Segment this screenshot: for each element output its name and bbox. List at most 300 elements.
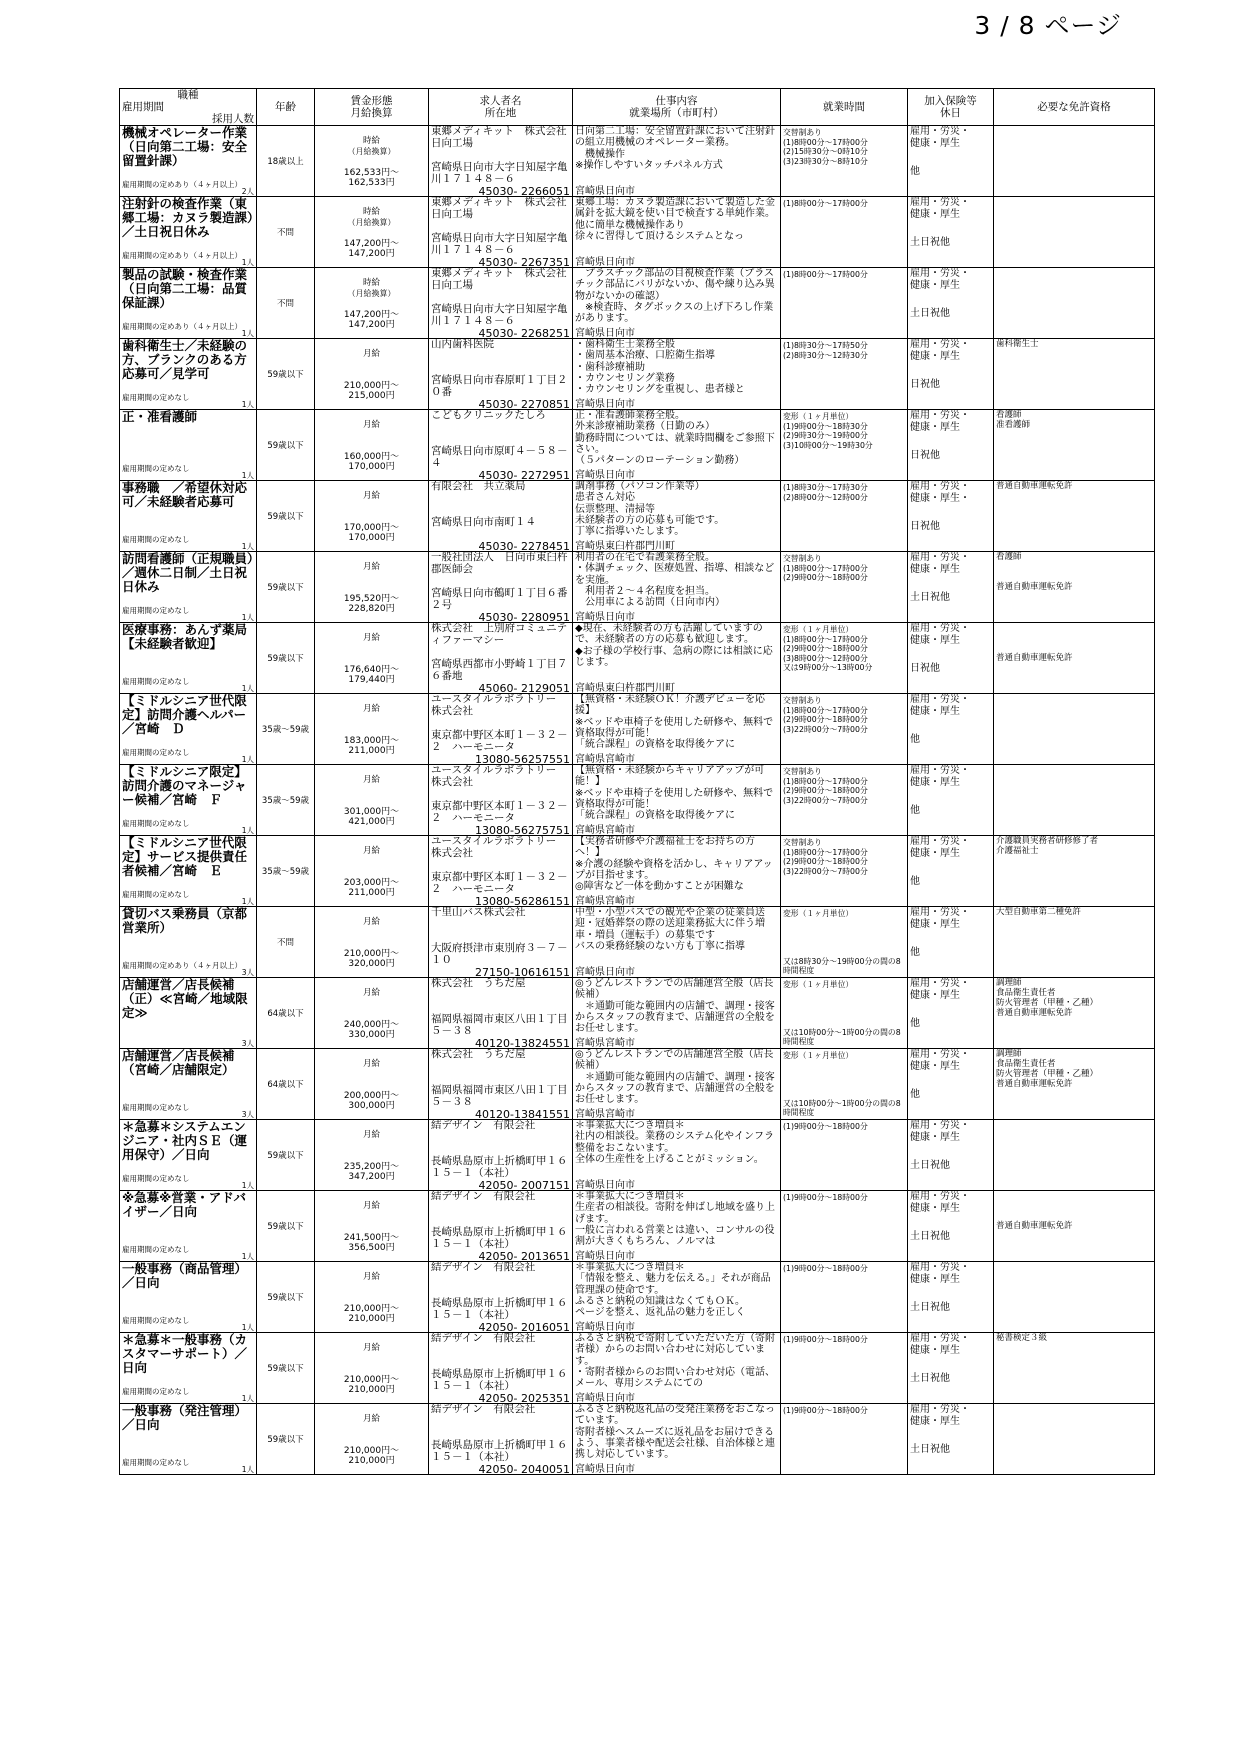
work-location: 宮崎県日向市 [575,257,635,268]
required-license [994,1049,1155,1120]
wage-max: 147,200円 [348,320,395,330]
hiring-count: 1人 [241,1252,254,1261]
wage-cell [315,1049,429,1120]
license-text: 普通自動車運転免許 [996,481,1073,491]
wage-max: 147,200円 [348,249,395,259]
required-license [994,907,1155,978]
employer-address: 宮崎県日向市南町１４ [431,516,536,528]
job-title: 歯科衛生士／未経験の方、ブランクのある方応募可／見学可 [122,338,248,381]
job-cell [120,1191,257,1262]
wage-max: 356,500円 [348,1243,395,1253]
job-number: 45030- 2267351 [478,256,570,269]
work-location: 宮崎県宮崎市 [575,1109,635,1120]
required-license [994,339,1155,410]
employer-cell [429,410,573,481]
content-cell [573,1404,781,1475]
employer-cell [429,1404,573,1475]
job-number: 45030- 2272951 [478,469,570,482]
required-license [994,978,1155,1049]
required-license [994,1262,1155,1333]
table-header-row [120,89,1155,126]
job-description: 日向第二工場：安全留置針課において注射針の組立用機械のオペレーター業務。 機械操作 ※操作しやすいタッチパネル方式 [575,126,775,171]
holidays: 他 [910,166,920,177]
job-description: ふるさと納税返礼品の受発注業務をおこなっています。 寄附者様へスムーズに返礼品をお届けできるよう、事業者様や配送会社様、自治体様と連携し対応しています。 [575,1404,775,1461]
insurance-cell [908,410,994,481]
table-row [120,623,1155,694]
employer-cell [429,978,573,1049]
job-listing-table [119,88,1155,1475]
wage-min: 183,000円～ [343,736,400,746]
required-license [994,197,1155,268]
table-row [120,1333,1155,1404]
hiring-count: 1人 [241,1394,254,1403]
employer-address: 福岡県福岡市東区八田１丁目５－３８ [431,1084,568,1108]
work-location: 宮崎県日向市 [575,967,635,978]
employer-address: 大阪府摂津市東別府３－７－１０ [431,942,568,966]
holidays: 土日祝他 [910,1373,950,1384]
content-cell [573,1191,781,1262]
age-requirement: 不問 [257,268,315,339]
age-requirement: 35歳～59歳 [257,836,315,907]
job-title: 注射針の検査作業（東郷工場：カヌラ製造課）／土日祝日休み [122,196,254,239]
wage-min: 210,000円～ [343,1446,400,1456]
wage-type: 月給 [362,1272,380,1282]
employer-name: 東郷メディキット 株式会社 日向工場 [431,267,577,291]
working-hours: (1)9時00分～18時00分 [781,1191,908,1262]
insurance: 雇用・労災・ 健康・厚生 [910,1191,970,1214]
wage-type: 月給 [362,1059,380,1069]
header-wage: 賃金形態 月給換算 [315,89,429,126]
wage-cell [315,623,429,694]
job-description: ＊事業拡大につき増員＊ 社内の相談役。業務のシステム化やインフラ整備をおこないます。 全体の生産性を上げることがミッション。 [575,1120,774,1165]
required-license [994,1333,1155,1404]
job-number: 45030- 2280951 [478,611,570,624]
age-requirement: 59歳以下 [257,1191,315,1262]
job-title: ＊急募＊一般事務（カスタマーサポート）／日向 [122,1332,248,1375]
work-location: 宮崎県日向市 [575,612,635,623]
employment-period: 雇用期間の定めあり（４ヶ月以上） [122,251,242,260]
content-cell [573,552,781,623]
table-row [120,694,1155,765]
required-license [994,1191,1155,1262]
wage-cell [315,765,429,836]
insurance-cell [908,1191,994,1262]
job-description: プラスチック部品の目視検査作業（プラスチック部品にバリがないか、傷や練り込み異物がないかの確認） ※検査時、タグボックスの上げ下ろし作業があります。 [575,268,775,325]
holidays: 他 [910,1018,920,1029]
job-cell [120,765,257,836]
job-title: 製品の試験・検査作業（日向第二工場：品質保証課） [122,267,248,310]
table-row [120,765,1155,836]
working-hours: 変形（１ヶ月単位） (1)9時00分～18時30分 (2)9時30分～19時00分 (3)10時00分～19時30分 [781,410,908,481]
required-license [994,410,1155,481]
wage-type: 月給 [362,1201,380,1211]
table-row [120,268,1155,339]
insurance: 雇用・労災・ 健康・厚生 [910,339,970,362]
employment-period: 雇用期間の定めなし [122,890,190,899]
insurance: 雇用・労災・ 健康・厚生 [910,765,970,788]
employer-name: 山内歯科医院 [431,338,494,350]
insurance: 雇用・労災・ 健康・厚生 [910,1333,970,1356]
table-row [120,197,1155,268]
working-hours: 変形（１ヶ月単位） (1)8時00分～17時00分 (2)9時00分～18時00分 (3)8時00分～12時00分 又は9時00分～13時00分 [781,623,908,694]
job-title: ＊急募＊システムエンジニア・社内ＳＥ（運用保守）／日向 [122,1119,248,1162]
employer-name: ユースタイルラボラトリー 株式会社 [431,835,567,859]
holidays: 土日祝他 [910,1302,950,1313]
job-number: 42050- 2025351 [478,1392,570,1405]
wage-max: 179,440円 [348,675,395,685]
job-title: 一般事務（発注管理）／日向 [122,1403,248,1432]
required-license [994,694,1155,765]
employer-cell [429,481,573,552]
wage-type: 月給 [362,420,380,430]
employer-address: 福岡県福岡市東区八田１丁目５－３８ [431,1013,568,1037]
holidays: 土日祝他 [910,1160,950,1171]
job-description: ＊事業拡大につき増員＊ 生産者の相談役。寄附を伸ばし地域を盛り上げます。 一般に言われる営業とは違い、コンサルの役割が大きくもちろん、ノルマは [575,1191,775,1248]
job-cell [120,126,257,197]
working-hours: 変形（１ヶ月単位） 又は10時00分～1時00分の間の8時間程度 [781,978,908,1049]
wage-min: 210,000円～ [343,1304,400,1314]
job-number: 13080-56275751 [475,824,570,837]
wage-type: 月給 [362,988,380,998]
work-location: 宮崎県東臼杵郡門川町 [575,683,675,694]
hiring-count: 1人 [241,755,254,764]
job-cell [120,552,257,623]
holidays: 土日祝他 [910,592,950,603]
license-text: 看護師 准看護師 [996,410,1031,430]
holidays: 日祝他 [910,450,940,461]
wage-max: 320,000円 [348,959,395,969]
employer-address: 宮崎県日向市大字日知屋字亀川１７１４８－６ [431,232,568,256]
employer-cell [429,196,577,269]
job-number: 42050- 2007151 [478,1179,570,1192]
age-requirement: 不問 [257,907,315,978]
content-cell [573,268,781,339]
age-requirement: 35歳～59歳 [257,694,315,765]
job-number: 42050- 2040051 [478,1463,570,1476]
hiring-count: 3人 [241,1039,254,1048]
working-hours: (1)8時00分～17時00分 [781,268,908,339]
employer-address: 宮崎県日向市大字日知屋字亀川１７１４８－６ [431,303,568,327]
insurance-cell [908,268,994,339]
wage-max: 347,200円 [348,1172,395,1182]
job-title: 訪問看護師（正規職員）／週休二日制／土日祝日休み [122,551,254,594]
header-license: 必要な免許資格 [994,89,1155,126]
job-description: ◆現在、未経験者の方も活躍していますので、未経験者の方の応募も歓迎します。 ◆お子様の学校行事、急病の際には相談に応じます。 [575,623,773,668]
employer-address: 宮崎県日向市原町４－５８－４ [431,445,568,469]
holidays: 他 [910,734,920,745]
content-cell [573,410,781,481]
insurance-cell [908,1333,994,1404]
holidays: 日祝他 [910,379,940,390]
insurance: 雇用・労災・ 健康・厚生 [910,410,970,433]
wage-note: （月給換算） [347,147,396,156]
license-text: 調理師 食品衛生責任者 防火管理者（甲種・乙種） 普通自動車運転免許 [996,1049,1099,1089]
working-hours: (1)8時00分～17時00分 [781,197,908,268]
employer-address: 宮崎県西都市小野崎１丁目７６番地 [431,658,568,682]
employer-name: 東郷メディキット 株式会社 日向工場 [431,125,577,149]
wage-max: 300,000円 [348,1101,395,1111]
hiring-count: 1人 [241,897,254,906]
job-number: 42050- 2016051 [478,1321,570,1334]
content-cell [573,1049,781,1120]
wage-cell [315,1262,429,1333]
table-row [120,1262,1155,1333]
employment-period: 雇用期間の定めなし [122,1174,190,1183]
wage-cell [315,339,429,410]
job-number: 42050- 2013651 [478,1250,570,1263]
license-text: 普通自動車運転免許 [996,1221,1073,1231]
job-cell [120,978,257,1049]
job-description: ＊事業拡大につき増員＊ 「情報を整え、魅力を伝える。」それが商品管理課の使命です。 ふるさと納税の知識はなくてもＯＫ。 ページを整え、返礼品の魅力を正しく [575,1262,771,1319]
required-license [994,1404,1155,1475]
wage-type: 月給 [362,775,380,785]
table-row [120,1404,1155,1475]
employer-name: 結デザイン 有限会社 [431,1332,536,1344]
working-hours: (1)8時30分～17時50分 (2)8時30分～12時30分 [781,339,908,410]
content-cell [573,694,781,765]
insurance-cell [908,1120,994,1191]
header-insurance: 加入保険等 休日 [908,89,994,126]
insurance-cell [908,907,994,978]
employer-cell [429,694,573,765]
wage-cell [315,126,429,197]
hiring-count: 2人 [241,187,254,196]
insurance: 雇用・労災・ 健康・厚生 [910,126,970,149]
employer-address: 長崎県島原市上折橋町甲１６１５－１（本社） [431,1368,568,1392]
age-requirement: 64歳以下 [257,978,315,1049]
employer-name: こどもクリニックたしろ [431,409,546,421]
holidays: 他 [910,876,920,887]
job-description: ・歯科衛生士業務全般 ・歯周基本治療、口腔衛生指導 ・歯科診療補助 ・カウンセリング業務 ・カウンセリングを重視し、患者様と [575,339,745,396]
employer-address: 東京都中野区本町１－３２－２ ハーモニータ [431,871,568,895]
wage-cell [315,1120,429,1191]
working-hours: (1)9時00分～18時00分 [781,1120,908,1191]
wage-min: 241,500円～ [343,1233,400,1243]
job-title: 事務職 ／希望休対応可／未経験者応募可 [122,480,248,509]
license-text: 普通自動車運転免許 [996,653,1073,663]
job-cell [120,339,257,410]
header-working-hours: 就業時間 [781,89,908,126]
license-text: 看護師 普通自動車運転免許 [996,552,1073,592]
work-location: 宮崎県日向市 [575,1393,635,1404]
age-requirement: 不問 [257,197,315,268]
employer-address: 長崎県島原市上折橋町甲１６１５－１（本社） [431,1155,568,1179]
insurance-cell [908,1049,994,1120]
job-description: ふるさと納税で寄附していただいた方（寄附者様）からのお問い合わせに対応しています。 ・寄附者様からのお問い合わせ対応（電話、メール、専用システムにての [575,1333,775,1390]
insurance-cell [908,126,994,197]
work-location: 宮崎県日向市 [575,1251,635,1262]
employer-cell [429,836,573,907]
wage-cell [315,552,429,623]
employer-cell [429,339,573,410]
table-row [120,1191,1155,1262]
employment-period: 雇用期間の定めなし [122,1458,190,1467]
job-description: 東郷工場：カヌラ製造課において製造した金属針を拡大鏡を使い目で検査する単純作業。 他に簡単な機械操作あり 徐々に習得して頂けるシステムとなっ [575,197,775,242]
content-cell [573,1120,781,1191]
employer-name: 株式会社 うちだ屋 [431,1048,526,1060]
employer-name: 東郷メディキット 株式会社 日向工場 [431,196,577,220]
hiring-count: 1人 [241,684,254,693]
employment-period: 雇用期間の定めなし [122,1103,190,1112]
employment-period: 雇用期間の定めなし [122,464,190,473]
insurance: 雇用・労災・ 健康・厚生 [910,268,970,291]
job-description: 【無資格・未経験ＯＫ！介護デビューを応援】 ※ベッドや車椅子を使用した研修や、無料で資格取得が可能！ 「統合課程」の資格を取得後ケアに [575,694,774,751]
insurance: 雇用・労災・ 健康・厚生 [910,1120,970,1143]
license-text: 歯科衛生士 [996,339,1039,349]
wage-type: 時給 [362,278,380,288]
insurance: 雇用・労災・ 健康・厚生 [910,1049,970,1072]
wage-cell [315,1333,429,1404]
wage-cell [315,836,429,907]
insurance: 雇用・労災・ 健康・厚生 [910,623,970,646]
holidays: 日祝他 [910,521,940,532]
holidays: 土日祝他 [910,237,950,248]
job-number: 27150-10616151 [475,966,570,979]
job-cell [120,1120,257,1191]
working-hours: 交替制あり (1)8時00分～17時00分 (2)9時00分～18時00分 (3)22時00分～7時00分 [781,694,908,765]
age-requirement: 18歳以上 [257,126,315,197]
employer-address: 東京都中野区本町１－３２－２ ハーモニータ [431,800,568,824]
employer-cell [429,1262,573,1333]
insurance-cell [908,197,994,268]
age-requirement: 64歳以下 [257,1049,315,1120]
required-license [994,765,1155,836]
employer-name: 株式会社 上別府コミュニティファーマシー [431,622,568,646]
wage-type: 月給 [362,846,380,856]
wage-cell [315,978,429,1049]
content-cell [573,623,781,694]
job-cell [120,1333,257,1404]
wage-max: 330,000円 [348,1030,395,1040]
job-number: 40120-13841551 [475,1108,570,1121]
license-text: 秘書検定３級 [996,1333,1048,1343]
wage-type: 月給 [362,917,380,927]
job-number: 45030- 2266051 [478,185,570,198]
holidays: 日祝他 [910,663,940,674]
wage-cell [315,694,429,765]
employer-address: 長崎県島原市上折橋町甲１６１５－１（本社） [431,1297,568,1321]
insurance-cell [908,1262,994,1333]
work-location: 宮崎県宮崎市 [575,896,635,907]
job-title: 貸切バス乗務員（京都営業所） [122,906,248,935]
hiring-count: 1人 [241,826,254,835]
wage-max: 228,820円 [348,604,395,614]
wage-min: 162,533円～ [343,168,400,178]
age-requirement: 59歳以下 [257,1120,315,1191]
holidays: 他 [910,805,920,816]
employer-cell [429,623,573,694]
insurance-cell [908,978,994,1049]
table-row [120,552,1155,623]
insurance: 雇用・労災・ 健康・厚生 [910,1404,970,1427]
employer-address: 宮崎県日向市春原町１丁目２０番 [431,374,568,398]
job-description: ◎うどんレストランでの店舗運営全般（店長候補） ＊通勤可能な範囲内の店舗で、調理・接客からスタッフの教育まで、店舗運営の全般をお任せします。 [575,978,775,1035]
hiring-count: 1人 [241,471,254,480]
job-title: 医療事務：あんず薬局【未経験者歓迎】 [122,622,248,651]
job-cell [120,1262,257,1333]
job-number: 40120-13824551 [475,1037,570,1050]
wage-min: 147,200円～ [343,310,400,320]
working-hours: (1)8時30分～17時30分 (2)8時00分～12時00分 [781,481,908,552]
wage-cell [315,907,429,978]
employer-address: 宮崎県日向市鶴町１丁目６番２号 [431,587,568,611]
hiring-count: 1人 [241,1181,254,1190]
insurance-cell [908,623,994,694]
job-title: 【ミドルシニア限定】訪問介護のマネージャー候補／宮崎 Ｆ [122,764,247,807]
required-license [994,552,1155,623]
wage-cell [315,410,429,481]
work-location: 宮崎県日向市 [575,1180,635,1191]
insurance-cell [908,694,994,765]
job-description: 利用者の在宅で看護業務全般。 ・体調チェック、医療処置、指導、相談などを実施。 利用者２～４名程度を担当。 公用車による訪問（日向市内） [575,552,775,609]
insurance-cell [908,836,994,907]
employment-period: 雇用期間の定めなし [122,677,190,686]
wage-note: （月給換算） [347,218,396,227]
employer-name: ユースタイルラボラトリー 株式会社 [431,764,567,788]
wage-max: 170,000円 [348,462,395,472]
employer-cell [429,765,573,836]
job-number: 45030- 2278451 [478,540,570,553]
job-description: 中型・小型バスでの観光や企業の従業員送迎・冠婚葬祭の際の送迎業務拡大に伴う増車・増員（運転手）の募集です バスの乗務経験のない方も丁寧に指導 [575,907,765,952]
work-location: 宮崎県宮崎市 [575,825,635,836]
content-cell [573,765,781,836]
wage-type: 月給 [362,1343,380,1353]
employer-name: 結デザイン 有限会社 [431,1403,536,1415]
employment-period: 雇用期間の定めなし [122,1245,190,1254]
required-license [994,126,1155,197]
holidays: 土日祝他 [910,1231,950,1242]
insurance: 雇用・労災・ 健康・厚生 [910,907,970,930]
work-location: 宮崎県日向市 [575,328,635,339]
job-number: 13080-56286151 [475,895,570,908]
work-location: 宮崎県日向市 [575,399,635,410]
insurance: 雇用・労災・ 健康・厚生・ [910,481,970,504]
employer-name: 千里山バス株式会社 [431,906,526,918]
employment-period: 雇用期間の定めあり（４ヶ月以上） [122,322,242,331]
wage-cell [315,197,429,268]
working-hours: 交替制あり (1)8時00分～17時00分 (2)9時00分～18時00分 (3)22時00分～7時00分 [781,836,908,907]
job-title: 店舗運営／店長候補（宮崎／店舗限定） [122,1048,235,1077]
employer-cell [429,1333,573,1404]
work-location: 宮崎県宮崎市 [575,1038,635,1049]
employer-cell [429,1120,573,1191]
wage-max: 421,000円 [348,817,395,827]
insurance-cell [908,1404,994,1475]
wage-min: 210,000円～ [343,949,400,959]
working-hours: 交替制あり (1)8時00分～17時00分 (2)9時00分～18時00分 [781,552,908,623]
wage-type: 時給 [362,136,380,146]
table-row [120,481,1155,552]
insurance: 雇用・労災・ 健康・厚生 [910,694,970,717]
job-cell [120,1049,257,1120]
wage-min: 210,000円～ [343,1375,400,1385]
employment-period: 雇用期間の定めなし [122,748,190,757]
license-text: 大型自動車第二種免許 [996,907,1082,917]
header-employer: 求人者名 所在地 [429,89,573,126]
table-row [120,410,1155,481]
holidays: 土日祝他 [910,1444,950,1455]
table-row [120,126,1155,197]
wage-type: 月給 [362,633,380,643]
wage-min: 210,000円～ [343,381,400,391]
wage-max: 210,000円 [348,1456,395,1466]
hiring-count: 1人 [241,258,254,267]
header-age: 年齢 [257,89,315,126]
work-location: 宮崎県宮崎市 [575,754,635,765]
employer-cell [429,1049,573,1120]
age-requirement: 59歳以下 [257,552,315,623]
job-cell [120,694,257,765]
